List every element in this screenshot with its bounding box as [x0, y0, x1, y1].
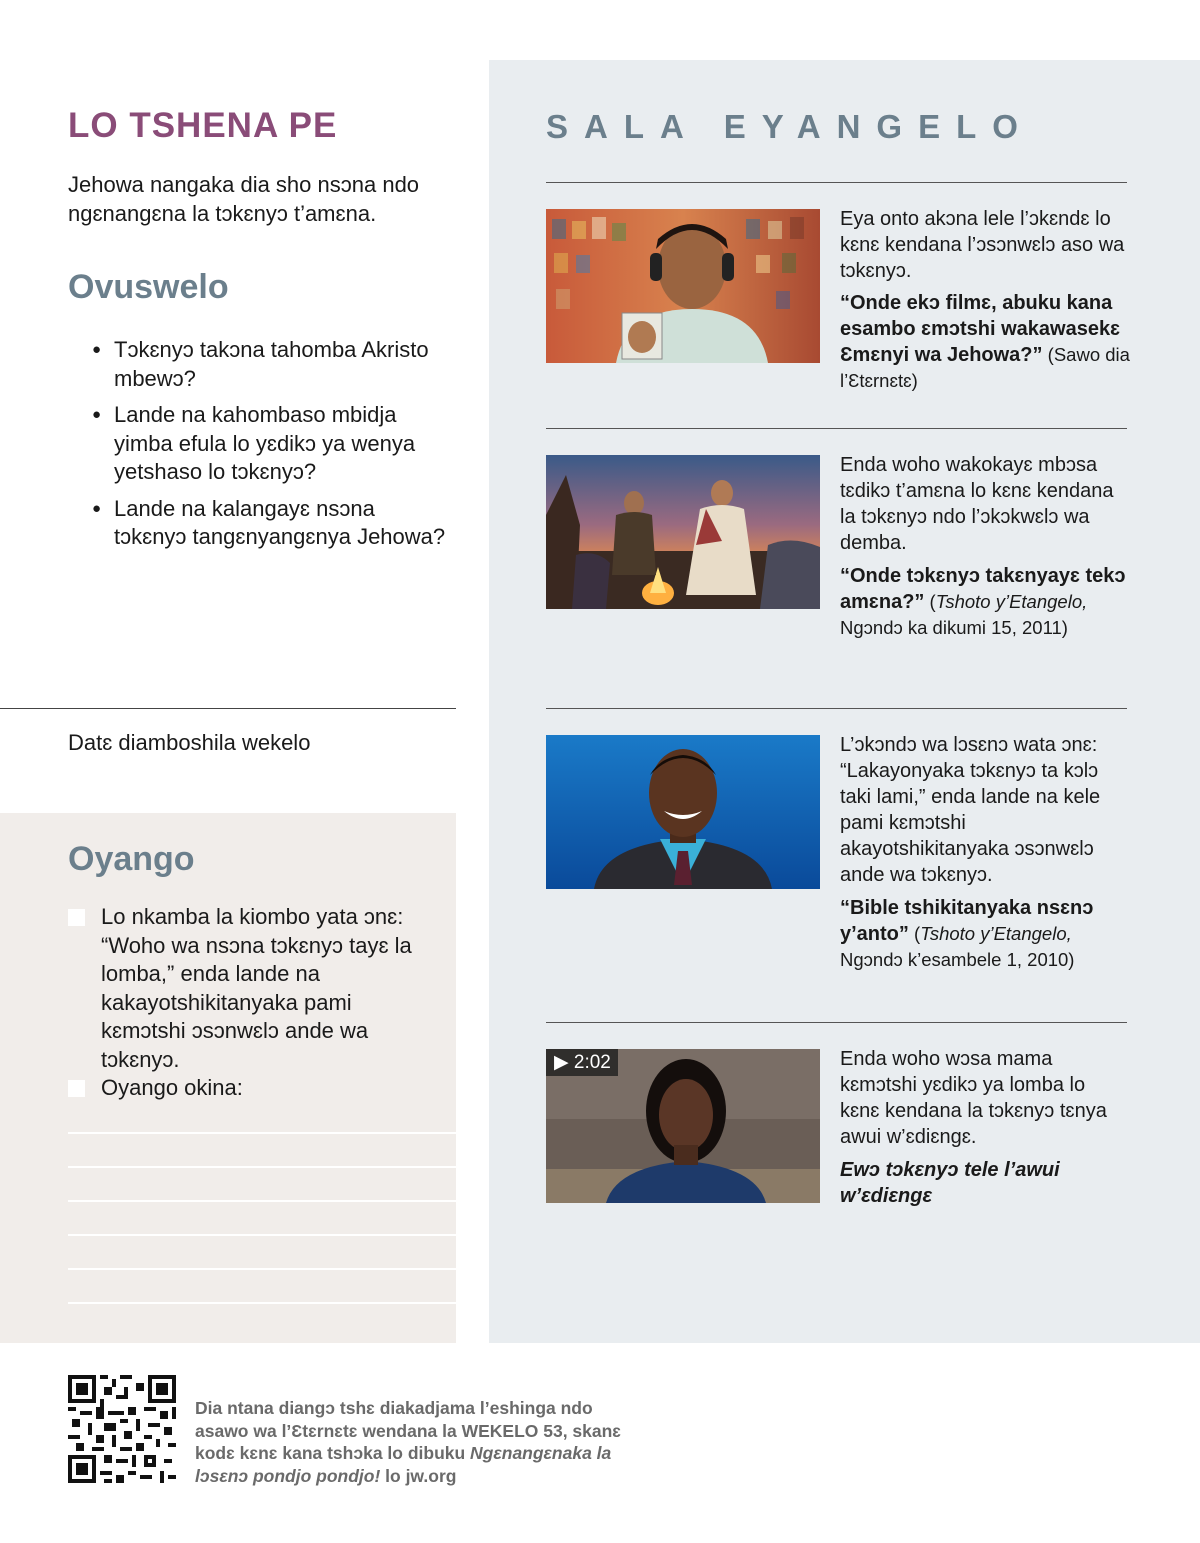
question-item: ● Lande na kahombaso mbidja yimba efula lo yɛdikɔ ya wenya yetshaso lo tɔkɛnyɔ?: [92, 401, 452, 487]
video-duration-badge[interactable]: ▶ 2:02: [546, 1049, 618, 1076]
divider: [546, 708, 1127, 709]
research-reference[interactable]: [840, 290, 1130, 394]
divider: [546, 428, 1127, 429]
ovuswelo-heading: Ovuswelo: [68, 268, 229, 306]
reference-source: Ngɔndɔ k’esambele 1, 2010): [840, 949, 1075, 970]
research-heading: SALA EYANGELO: [546, 108, 1034, 145]
writing-line[interactable]: [68, 1200, 456, 1202]
reference-paren: (: [924, 591, 936, 612]
reference-magazine: Tshoto y’Etangelo,: [920, 923, 1072, 944]
reference-magazine: Tshoto y’Etangelo,: [935, 591, 1088, 612]
question-item: ● Tɔkɛnyɔ takɔna tahomba Akristo mbewɔ?: [92, 336, 452, 393]
writing-line[interactable]: [68, 1234, 456, 1236]
book-title-link[interactable]: Ngɛnangɛnaka la lɔsɛnɔ pondjo pondjo!: [195, 1443, 612, 1486]
reference-title: “Onde tɔkɛnyɔ takɛnyayɛ tekɔ amɛna?”: [840, 565, 1126, 613]
research-reference[interactable]: [840, 563, 1130, 641]
goal-checkbox[interactable]: [68, 909, 85, 926]
footer-text-plain: Dia ntana diangɔ tshɛ diakadjama l’eshinga ndo asawo wa l’Ɛtɛrnɛtɛ wendana la WEKELO 53, skanɛ kodɛ kɛnɛ kana tshɔka lo dibuku: [195, 1398, 622, 1463]
writing-line[interactable]: [68, 1132, 456, 1134]
writing-line[interactable]: [68, 1302, 456, 1304]
page-title: LO TSHENA PE: [68, 106, 338, 145]
date-label: Datɛ diamboshila wekelo: [68, 730, 311, 755]
research-reference[interactable]: [840, 895, 1130, 973]
video-title-text: Ewɔ tɔkɛnyɔ tele l’awui w’ɛdiɛngɛ: [840, 1159, 1060, 1207]
footer-text-end: lo jw.org: [380, 1465, 457, 1486]
divider: [0, 708, 456, 709]
writing-line[interactable]: [68, 1166, 456, 1168]
question-item: ● Lande na kalangayɛ nsɔna tɔkɛnyɔ tangɛnyangɛnya Jehowa?: [92, 495, 452, 552]
oyango-heading: Oyango: [68, 840, 195, 878]
intro-text: Jehowa nangaka dia sho nsɔna ndo ngɛnangɛna la tɔkɛnyɔ t’amɛna.: [68, 172, 420, 226]
reference-title: “Onde ekɔ filmɛ, abuku kana esambo ɛmɔtshi wakawasekɛ Ɛmɛnyi wa Jehowa?”: [840, 292, 1121, 366]
divider: [546, 182, 1127, 183]
footer-text: [195, 1397, 635, 1487]
goal-text: Lo nkamba la kiombo yata ɔnɛ: “Woho wa nsɔna tɔkɛnyɔ tayɛ la lomba,” enda lande na kakayotshikitanyaka pami kɛmɔtshi ɔsɔnwɛlɔ ande wa tɔkɛnyɔ.: [101, 904, 412, 1072]
research-text: Eya onto akɔna lele l’ɔkɛndɛ lo kɛnɛ kendana l’ɔsɔnwɛlɔ aso wa tɔkɛnyɔ.: [840, 208, 1125, 282]
writing-line[interactable]: [68, 1268, 456, 1270]
video-title[interactable]: [840, 1157, 1130, 1209]
woman-video-photo[interactable]: [546, 1049, 820, 1203]
goal-text: Oyango okina:: [101, 1075, 243, 1100]
research-text: Enda woho wɔsa mama kɛmɔtshi yɛdikɔ ya lomba lo kɛnɛ kendana la tɔkɛnyɔ tɛnya awui w’ɛdiɛngɛ.: [840, 1048, 1107, 1148]
qr-code-icon[interactable]: [68, 1375, 176, 1483]
reference-source: (Sawo dia l’Ɛtɛrnɛtɛ): [840, 344, 1130, 391]
campfire-jesus-photo[interactable]: [546, 455, 820, 609]
research-text: Enda woho wakokayɛ mbɔsa tɛdikɔ t’amɛna lo kɛnɛ kendana la tɔkɛnyɔ ndo l’ɔkɔkwɛlɔ wa demba.: [840, 454, 1114, 554]
goal-checkbox[interactable]: [68, 1080, 85, 1097]
smiling-man-photo[interactable]: [546, 735, 820, 889]
divider: [546, 1022, 1127, 1023]
reference-paren: (: [908, 923, 921, 944]
reference-title: “Bible tshikitanyaka nsɛnɔ y’anto”: [840, 897, 1094, 945]
headphones-teen-photo[interactable]: [546, 209, 820, 363]
research-text: L’ɔkɔndɔ wa lɔsɛnɔ wata ɔnɛ: “Lakayonyaka tɔkɛnyɔ ta kɔlɔ taki lami,” enda lande na kele pami kɛmɔtshi akayotshikitanyaka ɔsɔnwɛlɔ ande wa tɔkɛnyɔ.: [840, 734, 1101, 886]
question-list: [92, 336, 452, 560]
reference-source: Ngɔndɔ ka dikumi 15, 2011): [840, 617, 1068, 638]
